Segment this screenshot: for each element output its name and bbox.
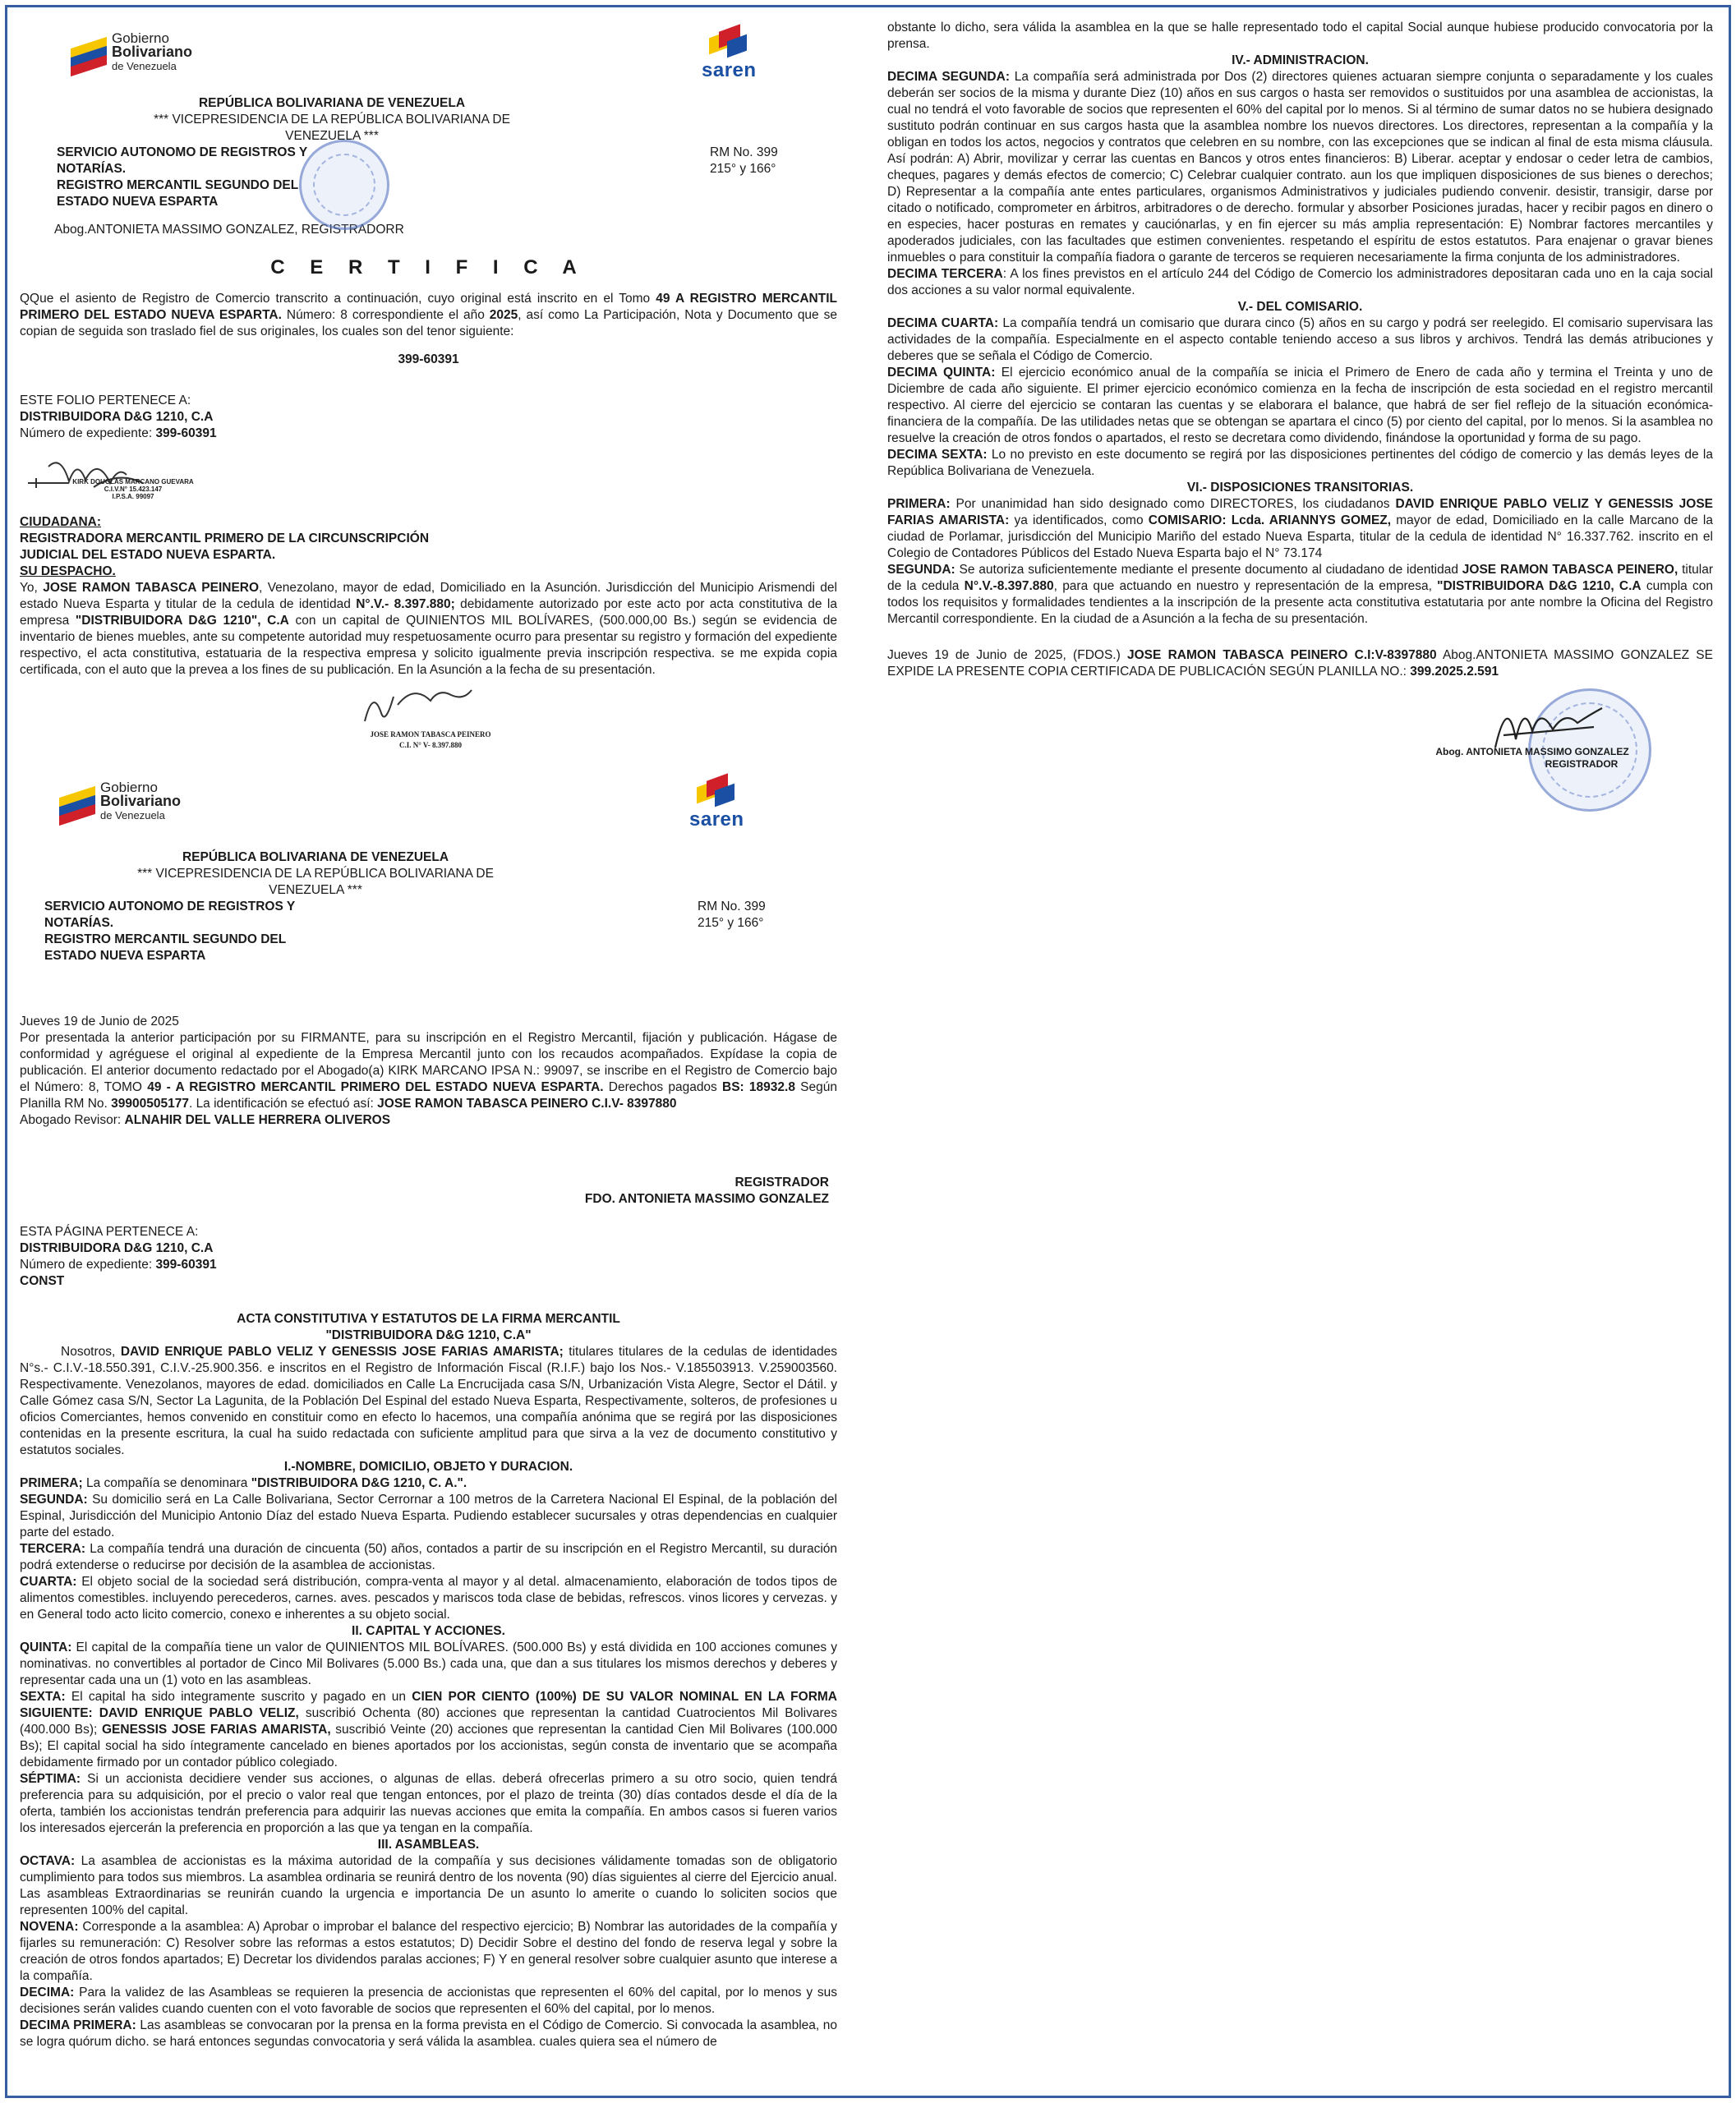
clause-novena: NOVENA: Corresponde a la asamblea: A) Aprobar o improbar el balance del respectivo ejercicio; B) Nombrar las autoridades de la compañía y fijarles su remuneración: C) Resolver sobre las reformas a estos estatutos; D) Decidir Sobre el destino del fondo de reserva legal y sobre la creación de otros fondos apartados; E) Decretar los dividendos paralas acciones; F) Y en general resolver sobre cualquier asunto que interese a la compañía. <box>20 1920 837 1983</box>
registrador-signature-block <box>887 680 1713 820</box>
saren-mark-icon <box>707 26 750 59</box>
expediente-line-2: Número de expediente: 399-60391 <box>20 1258 217 1272</box>
certification-closing: Jueves 19 de Junio de 2025, (FDOS.) JOSE RAMON TABASCA PEINERO C.I:V-8397880 Abog.ANTONIETA MASSIMO GONZALEZ SE EXPIDE LA PRESENTE COPIA CERTIFICADA DE PUBLICACIÓN SEGÚN PLANILLA NO.: 399.2025.2.591 <box>887 648 1713 679</box>
org2-line2: NOTARÍAS. <box>44 916 114 930</box>
certifica-intro: QQue el asiento de Registro de Comercio transcrito a continuación, cuyo original está inscrito en el Tomo 49 A REGISTRO MERCANTIL PRIMERO DEL ESTADO NUEVA ESPARTA. Número: 8 correspondiente el año 2025, así como La Participación, Nota y Documento que se copian de seguida son traslado fiel de sus originales, los cuales son del tenor siguiente: <box>20 292 837 338</box>
org2-line4: ESTADO NUEVA ESPARTA <box>44 949 206 963</box>
saren-word: saren <box>702 59 757 81</box>
clause-tercera: TERCERA: La compañía tendrá una duración de cincuenta (50) años, contados a partir de su inscripción en el Registro Mercantil, su duración podrá extenderse o reducirse por decisión de la asamblea de accionistas. <box>20 1542 837 1572</box>
clause-decima-tercera: DECIMA TERCERA: A los fines previstos en el artículo 244 del Código de Comercio los administradores depositaran cada uno en la caja social dos acciones a su valor normal equivalente. <box>887 267 1713 297</box>
venezuela-flag-icon-2 <box>59 785 95 818</box>
fdo-registrador: FDO. ANTONIETA MASSIMO GONZALEZ <box>584 1192 829 1206</box>
kirk-sig-name: KIRK DOUGLAS MARCANO GUEVARA <box>72 478 194 485</box>
clause-decima-primera: DECIMA PRIMERA: Las asambleas se convocaran por la prensa en la forma prevista en el Código de Comercio. Si convocada la asamblea, no se logra quórum dicho. se hará entonces segundas convocatoria y será válida la asamblea. cuales quiera sea el número de <box>20 2018 837 2049</box>
org-line4: ESTADO NUEVA ESPARTA <box>57 195 219 209</box>
org2-line1: SERVICIO AUTONOMO DE REGISTROS Y <box>44 900 296 913</box>
rm-number: RM No. 399 <box>710 145 778 159</box>
republica-title-2: REPÚBLICA BOLIVARIANA DE VENEZUELA <box>182 850 449 864</box>
left-column <box>20 16 837 2091</box>
clause-decima: DECIMA: Para la validez de las Asambleas se requieren la presencia de accionistas que representen el 60% del capital, por lo menos y sus decisiones serán valides cuando cuenten con el voto favorable de socios que representen el 60% del capital, por lo menos. <box>20 1986 837 2016</box>
clause-segunda: SEGUNDA: Su domicilio será en La Calle Bolivariana, Sector Cerrornar a 100 metros de la Carretera Nacional El Espinal, de la población del Espinal, Jurisdicción del Municipio Antonio Díaz del estado Nueva Esparta. Pudiendo establecer sucursales y otras dependencias en cualquier parte del estado. <box>20 1493 837 1539</box>
clause-quinta: QUINTA: El capital de la compañía tiene un valor de QUINIENTOS MIL BOLÍVARES. (500.000 Bs) y está dividida en 100 acciones comunes y nominativas. no convertibles al portador de Cinco Mil Bolivares (5.000 Bs.) cada una, que dan a sus titulares los mismos derechos y deberes y representar cada una un (1) voto en las asambleas. <box>20 1641 837 1687</box>
gob2-line3: de Venezuela <box>100 809 165 821</box>
kirk-sig-ci: C.I.V.N° 15.423.147 <box>104 485 163 493</box>
page1-header <box>20 16 837 90</box>
section-3-title: III. ASAMBLEAS. <box>377 1838 480 1852</box>
certifica-title: C E R T I F I C A <box>270 256 587 278</box>
section-1-title: I.-NOMBRE, DOMICILIO, OBJETO Y DURACION. <box>283 1460 573 1474</box>
registrador-sig-title: REGISTRADOR <box>1545 758 1619 770</box>
right-column <box>887 20 1713 874</box>
jose-sig-ci: C.I. N° V- 8.397.880 <box>398 741 463 749</box>
org-line2: NOTARÍAS. <box>57 162 127 176</box>
acta-title-2: "DISTRIBUIDORA D&G 1210, C.A" <box>325 1328 532 1342</box>
gob-line3: de Venezuela <box>112 60 177 72</box>
company-name: DISTRIBUIDORA D&G 1210, C.A <box>20 410 214 424</box>
registradora-line1: REGISTRADORA MERCANTIL PRIMERO DE LA CIRCUNSCRIPCIÓN <box>20 532 430 545</box>
gobierno-logo-2 <box>59 780 181 822</box>
vicepresidencia-line-2: *** VICEPRESIDENCIA DE LA REPÚBLICA BOLIVARIANA DE VENEZUELA *** <box>137 867 494 897</box>
section-5-title: V.- DEL COMISARIO. <box>1237 300 1363 314</box>
gobierno-logo <box>71 31 192 73</box>
expediente-number-center: 399-60391 <box>398 352 459 366</box>
venezuela-flag-icon <box>71 36 107 69</box>
saren-word-2: saren <box>689 808 744 831</box>
jose-signature-block <box>20 679 837 761</box>
company-name-2: DISTRIBUIDORA D&G 1210, C.A <box>20 1241 214 1255</box>
transitoria-primera: PRIMERA: Por unanimidad han sido designado como DIRECTORES, los ciudadanos DAVID ENRIQUE PABLO VELIZ Y GENESSIS JOSE FARIAS AMARISTA: ya identificados, como COMISARIO: Lcda. ARIANNYS GOMEZ, mayor de edad, Domiciliado en la calle Marcano de la ciudad de Porlamar, jurisdicción del Municipio Mariño del estado Nueva Esparta, titular de la cedula de identidad N° 16.337.762. inscrito en el Colegio de Contadores Públicos del Estado Nueva Esparta bajo el N° 73.174 <box>887 497 1713 560</box>
rm-years: 215° y 166° <box>710 162 776 176</box>
registrador-title: REGISTRADOR <box>734 1176 829 1190</box>
clause-cuarta: CUARTA: El objeto social de la sociedad será distribución, compra-venta al mayor y al detal. almacenamiento, elaboración de todos tipos de alimentos comestibles. incluyendo perecederos, carnes. aves. pescados y mariscos toda clase de bebidas, refrescos. vinos licores y cervezas. y en General todo acto licito comercio, conexo e inherentes a su objeto social. <box>20 1575 837 1622</box>
auto-fecha: Jueves 19 de Junio de 2025 <box>20 1015 179 1028</box>
expediente-line: Número de expediente: 399-60391 <box>20 426 217 440</box>
rm-number-2: RM No. 399 <box>698 900 766 913</box>
clause-octava: OCTAVA: La asamblea de accionistas es la máxima autoridad de la compañía y sus decisiones válidamente tomadas son de obligatorio cumplimiento para todos sus miembros. La asamblea ordinaria se reunirá dentro de los noventa (90) días siguientes al cierre del Ejercicio anual. Las asambleas Extraordinarias se reunirán cuando la urgencia e importancia De un asunto lo amerite o cuando lo soliciten socios que representen 100% del capital. <box>20 1854 837 1917</box>
registradora-line2: JUDICIAL DEL ESTADO NUEVA ESPARTA. <box>20 548 276 562</box>
rm-years-2: 215° y 166° <box>698 916 764 930</box>
nosotros-paragraph: Nosotros, DAVID ENRIQUE PABLO VELIZ Y GENESSIS JOSE FARIAS AMARISTA; titulares titulares de la cedulas de identidades N°s.- C.I.V.-18.550.391, C.I.V.-25.900.356. e inscritos en el Registro de Información Fiscal (R.I.F.) bajo los Nos.- V.185503913. V.259003560. Respectivamente. Venezolanos, mayores de edad. domiciliados en Calle La Encrucijada casa S/N, Urbanización Vista Alegre, Sector el Dátil. y Calle Gómez casa S/N, Sector La Lagunita, de la Población Del Espinal del estado Nueva Esparta, Respectivamente, solteros, de profesiones u oficios Comerciantes, hemos convenido en constituir como en efecto lo hacemos, una compañía anónima que se regirá por las disposiciones contenidas en la presente escritura, la cual ha suido redactada con suficiente amplitud para que sirva a la vez de documento constitutivo y estatutos sociales. <box>20 1345 837 1457</box>
kirk-signature-block <box>20 450 837 514</box>
jose-sig-name: JOSE RAMON TABASCA PEINERO <box>370 730 491 739</box>
section-2-title: II. CAPITAL Y ACCIONES. <box>352 1624 505 1638</box>
org2-line3: REGISTRO MERCANTIL SEGUNDO DEL <box>44 932 287 946</box>
clause-decima-cuarta: DECIMA CUARTA: La compañía tendrá un comisario que durara cinco (5) años en su cargo y podrá ser reelegido. El comisario supervisara las actividades de la compañía. Especialmente en el aspecto contable teniendo acceso a sus libros y archivos. Tendrá las demás atribuciones y deberes que se señala el Código de Comercio. <box>887 316 1713 363</box>
org-block <box>20 145 837 212</box>
section-6-title: VI.- DISPOSICIONES TRANSITORIAS. <box>1186 481 1414 495</box>
su-despacho: SU DESPACHO. <box>20 564 116 578</box>
clause-decima-sexta: DECIMA SEXTA: Lo no previsto en este documento se regirá por las disposiciones pertinentes del código de comercio y las demás leyes de la República Bolivariana de Venezuela. <box>887 448 1713 478</box>
clause-decima-segunda: DECIMA SEGUNDA: La compañía será administrada por Dos (2) directores quienes actuaran siempre conjunta o separadamente y los cuales deberán ser socios de la misma y durante Diez (10) años en sus cargos o hasta ser removidos o sustituidos por una asamblea de accionistas, la cual no tendrá el voto favorable de socios que representen el 60% del capital por lo menos. Si al término de sumar datos no se hubiera designado sustituto podrán continuar en sus cargos hasta que la asamblea nombre los nuevos directores. Los directores, representan a la compañía y la obligan en todos los actos, negocios y contratos que celebren en su nombre, con las excepciones que se indican al final de esta misma cláusula. Así podrán: A) Abrir, movilizar y cerrar las cuentas en Bancos y otros entes financieros: B) Liberar. aceptar y endosar o ceder letra de cambios, cheques, pagares y demás efectos de comercio; C) Celebrar cualquier contrato. aun los que impliquen disposiciones de sus bienes o derechos; D) Representar a la compañía ante entes particulares, organismos Administrativos y judiciales pudiendo convenir. desistir, transigir, darse por citado o notificado, comprometer en árbitros, arbitradores o de derecho. formular y absorber Posiciones juradas, hacer y recibir pagos en dinero o en especies, hacer posturas en remates y cauciónarlas, y en fin ejercer su más amplia representación: E) Nombrar factores mercantiles y apoderados judiciales, con las facultades que estimen convenientes. respetando el espíritu de estos estatutos. Para enajenar o gravar bienes inmuebles o para constituir la compañía fiadora o garante de terceros se requieren necesariamente la firma conjunta de los administradores. <box>887 70 1713 265</box>
acta-title-1: ACTA CONSTITUTIVA Y ESTATUTOS DE LA FIRMA MERCANTIL <box>237 1312 620 1326</box>
kirk-sig-ipsa: I.P.S.A. 99097 <box>112 493 154 500</box>
saren-mark-icon-2 <box>695 775 738 808</box>
jose-signature-icon <box>348 680 480 729</box>
ciudadana-label: CIUDADANA: <box>20 515 102 529</box>
pagina-label: ESTA PÁGINA PERTENECE A: <box>20 1225 199 1239</box>
gob2-line2: Bolivariano <box>100 793 182 809</box>
registry-stamp-seal <box>299 140 389 230</box>
registrador-sig-name: Abog. ANTONIETA MASSIMO GONZALEZ <box>1435 746 1629 757</box>
participacion-paragraph: Yo, JOSE RAMON TABASCA PEINERO, Venezolano, mayor de edad, Domiciliado en la Asunción. Jurisdicción del Municipio Arismendi del estado Nueva Esparta y titular de la cedula de identidad N°.V.- 8.397.880; debidamente autorizado por este acto por acta constitutiva de la empresa "DISTRIBUIDORA D&G 1210", C.A con un capital de QUINIENTOS MIL BOLÍVARES, (500.000,00 Bs.) según se evidencia de inventario de bienes muebles, ante su competente autoridad muy respetuosamente ocurro para presentar su registro y formación del expediente respectivo, el acta constitutiva, estatuaria de la respectiva empresa y solicito igualmente previa inscripción respectiva. se me expida copia certificada, con el auto que la prevea a los fines de su publicación. En la Asunción a la fecha de su presentación. <box>20 581 837 677</box>
clause-primera: PRIMERA; La compañía se denominara "DISTRIBUIDORA D&G 1210, C. A.". <box>20 1476 467 1490</box>
republica-title: REPÚBLICA BOLIVARIANA DE VENEZUELA <box>198 96 466 110</box>
vicepresidencia-line: *** VICEPRESIDENCIA DE LA REPÚBLICA BOLIVARIANA DE VENEZUELA *** <box>154 113 510 143</box>
gob-line1: Gobierno <box>112 30 169 46</box>
page2-header <box>20 766 837 840</box>
clause-sexta: SEXTA: El capital ha sido integramente suscrito y pagado en un CIEN POR CIENTO (100%) DE SU VALOR NOMINAL EN LA FORMA SIGUIENTE: DAVID ENRIQUE PABLO VELIZ, suscribió Ochenta (80) acciones que representan la cantidad Cuatrocientos Mil Bolivares (400.000 Bs); GENESSIS JOSE FARIAS AMARISTA, suscribió Veinte (20) acciones que representan la cantidad Cien Mil Bolivares (100.000 Bs); El capital social ha sido íntegramente cancelado en bienes aportados por los accionistas, según consta de inventario que se acompaña debidamente firmado por un contador público colegiado. <box>20 1690 837 1769</box>
clause-decima-quinta: DECIMA QUINTA: El ejercicio económico anual de la compañía se inicia el Primero de Enero de cada año y termina el Treinta y uno de Diciembre de cada año siguiente. El primer ejercicio económico comienza en la fecha de inscripción de esta sociedad en el registro mercantil respectivo. Al cierre del ejercicio se contaran las cuentas y se elaborara el balance, que habrá de ser fiel reflejo de la situación económica- financiera de la compañía. De las utilidades netas que se obtengan se apartara el cinco (5) por ciento del capital, por lo menos. Si la asamblea no resuelve la creación de otros fondos o apartados, el resto se decretara como dividendo, finándose la oportunidad y forma de su pago. <box>887 366 1713 445</box>
saren-logo <box>702 26 757 82</box>
continuation-paragraph: obstante lo dicho, sera válida la asamblea en la que se halle representado todo el capital Social aunque hubiese producido convocatoria por la prensa. <box>887 21 1713 51</box>
folio-label: ESTE FOLIO PERTENECE A: <box>20 393 191 407</box>
transitoria-segunda: SEGUNDA: Se autoriza suficientemente mediante el presente documento al ciudadano de identidad JOSE RAMON TABASCA PEINERO, titular de la cedula N°.V.-8.397.880, para que actuando en nuestro y representación de la empresa, "DISTRIBUIDORA D&G 1210, C.A cumpla con todos los requisitos y formalidades tendientes a la inscripción de la presente acta constitutiva estatutaria por ante nombre la Oficina del Registro Mercantil correspondiente. En la ciudad de a Asunción a la fecha de su presentación. <box>887 563 1713 626</box>
gob-line2: Bolivariano <box>112 44 193 60</box>
saren-logo-2 <box>689 775 744 831</box>
clause-septima: SÉPTIMA: Si un accionista decidiere vender sus acciones, o algunas de ellas. deberá ofrecerlas primero a su otro socio, quien tendrá preferencia para su adquisición, por el precio o valor real que tengan entonces, por el plazo de treinta (30) días contados desde el día de la oferta, también los accionistas tendrán preferencia para adquirir las nuevas acciones que emita la compañía. En ambos casos si fueren varios los interesados ejercerán la preferencia en proporción a las que ya tengan en la compañía. <box>20 1772 837 1835</box>
registrador-line: Abog.ANTONIETA MASSIMO GONZALEZ, REGISTRADORR <box>54 223 404 237</box>
org-block-2 <box>20 899 837 969</box>
abogado-revisor: Abogado Revisor: ALNAHIR DEL VALLE HERRERA OLIVEROS <box>20 1113 391 1127</box>
auto-paragraph: Por presentada la anterior participación por su FIRMANTE, para su inscripción en el Registro Mercantil, fijación y publicación. Hágase de conformidad y agréguese el original al expediente de la Empresa Mercantil junto con los recaudos acompañados. Expídase la copia de publicación. El anterior documento redactado por el Abogado(a) KIRK MARCANO IPSA N.: 99097, se inscribe en el Registro de Comercio bajo el Número: 8, TOMO 49 - A REGISTRO MERCANTIL PRIMERO DEL ESTADO NUEVA ESPARTA. Derechos pagados BS: 18932.8 Según Planilla RM No. 39900505177. La identificación se efectuó así: JOSE RAMON TABASCA PEINERO C.I.V- 8397880 <box>20 1031 837 1111</box>
gob2-line1: Gobierno <box>100 780 158 795</box>
org-line3: REGISTRO MERCANTIL SEGUNDO DEL <box>57 178 299 192</box>
section-4-title: IV.- ADMINISTRACION. <box>1232 53 1369 67</box>
org-line1: SERVICIO AUTONOMO DE REGISTROS Y <box>57 145 308 159</box>
const-label: CONST <box>20 1274 65 1288</box>
